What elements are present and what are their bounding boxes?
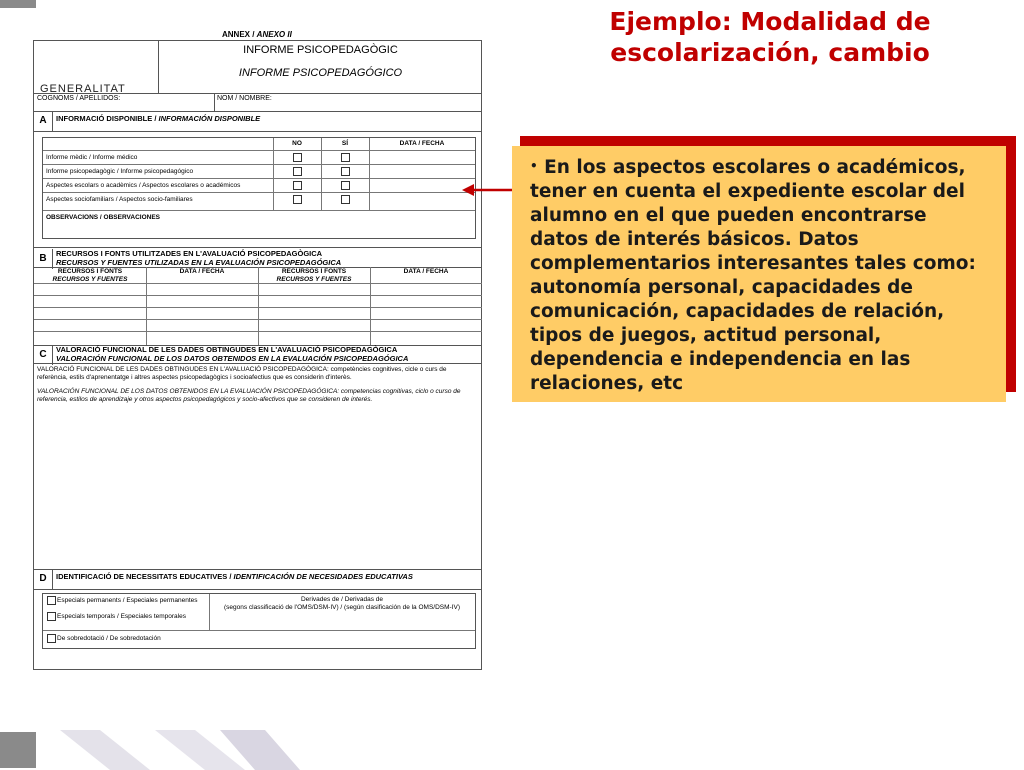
needs-box: [42, 593, 476, 649]
info-row-academic: Aspectes escolars o acadèmics / Aspectos escolares o académicos: [46, 182, 241, 189]
info-row-psycho: Informe psicopedagògic / Informe psicopedagógico: [46, 168, 194, 175]
divider: [34, 131, 481, 132]
info-table: [42, 137, 476, 239]
section-c-text-es: VALORACIÓN FUNCIONAL DE LOS DATOS OBTENIDOS EN LA EVALUACIÓN PSICOPEDAGÓGICA: competencias cognitivas, ciclo o curso de referencia, estilos de aprendizaje y otros aspectos psicopedagógicos y socio-afectivos que se consideren de interés.: [37, 388, 461, 403]
logo-text: GENERALITAT: [40, 83, 126, 93]
section-a-title: INFORMACIÓ DISPONIBLE / INFORMACIÓN DISPONIBLE: [56, 114, 261, 123]
section-c-letter: C: [34, 345, 53, 365]
checkbox-family-si[interactable]: [341, 195, 350, 204]
needs-temporary: Especials temporals / Especiales temporales: [57, 613, 186, 620]
divider: [34, 111, 481, 112]
form-header-ca: INFORME PSICOPEDAGÒGIC: [243, 44, 398, 56]
checkbox-psycho-no[interactable]: [293, 167, 302, 176]
callout-box: [512, 146, 1006, 402]
slide-title: [540, 6, 1000, 68]
derived-label: Derivades de / Derivadas de: [300, 596, 383, 603]
slide-title-line1: Ejemplo: Modalidad de: [609, 7, 931, 36]
observations-label: OBSERVACIONS / OBSERVACIONES: [46, 214, 161, 221]
checkbox-medical-si[interactable]: [341, 153, 350, 162]
divider: [34, 589, 481, 590]
section-c-title: VALORACIÓ FUNCIONAL DE LES DADES OBTINGUDES EN L'AVALUACIÓ PSICOPEDAGÒGICA VALORACIÓN FUNCIONAL DE LOS DATOS OBTENIDOS EN LA EVALUACIÓN PSICOPEDAGÓGICA: [56, 345, 409, 363]
callout-text: En los aspectos escolares o académicos, tener en cuenta el expediente escolar del alumno en el que pueden encontrarse datos de interés básicos. Datos complementarios interesantes tales como: autonomía personal, capacidades de comunicación, capacidades de relación, tipos de juegos, actitud personal, dependencia e independencia en las relaciones, etc: [530, 157, 976, 394]
logo-area: [34, 41, 159, 93]
slide-title-line2: escolarización, cambio: [610, 38, 930, 67]
checkbox-academic-si[interactable]: [341, 181, 350, 190]
divider: [34, 247, 481, 248]
surname-label: COGNOMS / APELLIDOS:: [37, 95, 121, 102]
info-row-family: Aspectes sociofamiliars / Aspectos socio-familiares: [46, 196, 193, 203]
info-row-medical: Informe mèdic / Informe médico: [46, 154, 138, 161]
divider: [34, 363, 481, 364]
section-b-letter: B: [34, 249, 53, 269]
col-resources-2: RECURSOS I FONTS RECURSOS Y FUENTES: [276, 268, 352, 283]
col-date: DATA / FECHA: [399, 140, 445, 147]
checkbox-psycho-si[interactable]: [341, 167, 350, 176]
arrow-left-icon: [462, 183, 514, 197]
needs-permanent: Especials permanents / Especiales permanentes: [57, 597, 198, 604]
corner-block-bottom: [0, 732, 36, 768]
checkbox-gifted[interactable]: [47, 634, 56, 643]
col-no: NO: [292, 140, 302, 147]
section-a-letter: A: [34, 111, 53, 131]
checkbox-medical-no[interactable]: [293, 153, 302, 162]
col-si: SÍ: [341, 140, 349, 147]
section-d-title: IDENTIFICACIÓ DE NECESSITATS EDUCATIVES / IDENTIFICACIÓN DE NECESIDADES EDUCATIVAS: [56, 572, 413, 581]
form-header-es: INFORME PSICOPEDAGÓGICO: [238, 67, 403, 79]
divider: [34, 569, 481, 570]
derived-classification: (segons classificació de l'OMS/DSM-IV) / (según clasificación de la OMS/DSM-IV): [223, 604, 461, 611]
annex-label: ANNEX / ANEXO II: [222, 30, 292, 39]
needs-gifted: De sobredotació / De sobredotación: [57, 635, 161, 642]
col-date-2: DATA / FECHA: [403, 268, 449, 275]
checkbox-temporary[interactable]: [47, 612, 56, 621]
divider: [34, 93, 481, 94]
divider: [214, 93, 215, 111]
section-b-title: RECURSOS I FONTS UTILITZADES EN L'AVALUACIÓ PSICOPEDAGÒGICA RECURSOS Y FUENTES UTILIZADAS EN LA EVALUACIÓN PSICOPEDAGÓGICA: [56, 249, 342, 267]
decorative-swoosh: [60, 730, 300, 770]
psychopedagogical-report-form: [33, 40, 482, 670]
checkbox-family-no[interactable]: [293, 195, 302, 204]
checkbox-permanent[interactable]: [47, 596, 56, 605]
section-d-letter: D: [34, 569, 53, 589]
checkbox-academic-no[interactable]: [293, 181, 302, 190]
col-resources-1: RECURSOS I FONTS RECURSOS Y FUENTES: [52, 268, 128, 283]
name-label: NOM / NOMBRE:: [217, 95, 272, 102]
bullet-icon: •: [530, 159, 538, 173]
corner-block-top: [0, 0, 36, 8]
col-date-1: DATA / FECHA: [179, 268, 225, 275]
section-c-text-ca: VALORACIÓ FUNCIONAL DE LES DADES OBTINGUDES EN L'AVALUACIÓ PSICOPEDAGÒGICA: competències cognitives, cicle o curs de referència, estils d'aprenentatge i altres aspectes psicopedagògics i socioafectius que es considerin d'interès.: [37, 366, 447, 381]
